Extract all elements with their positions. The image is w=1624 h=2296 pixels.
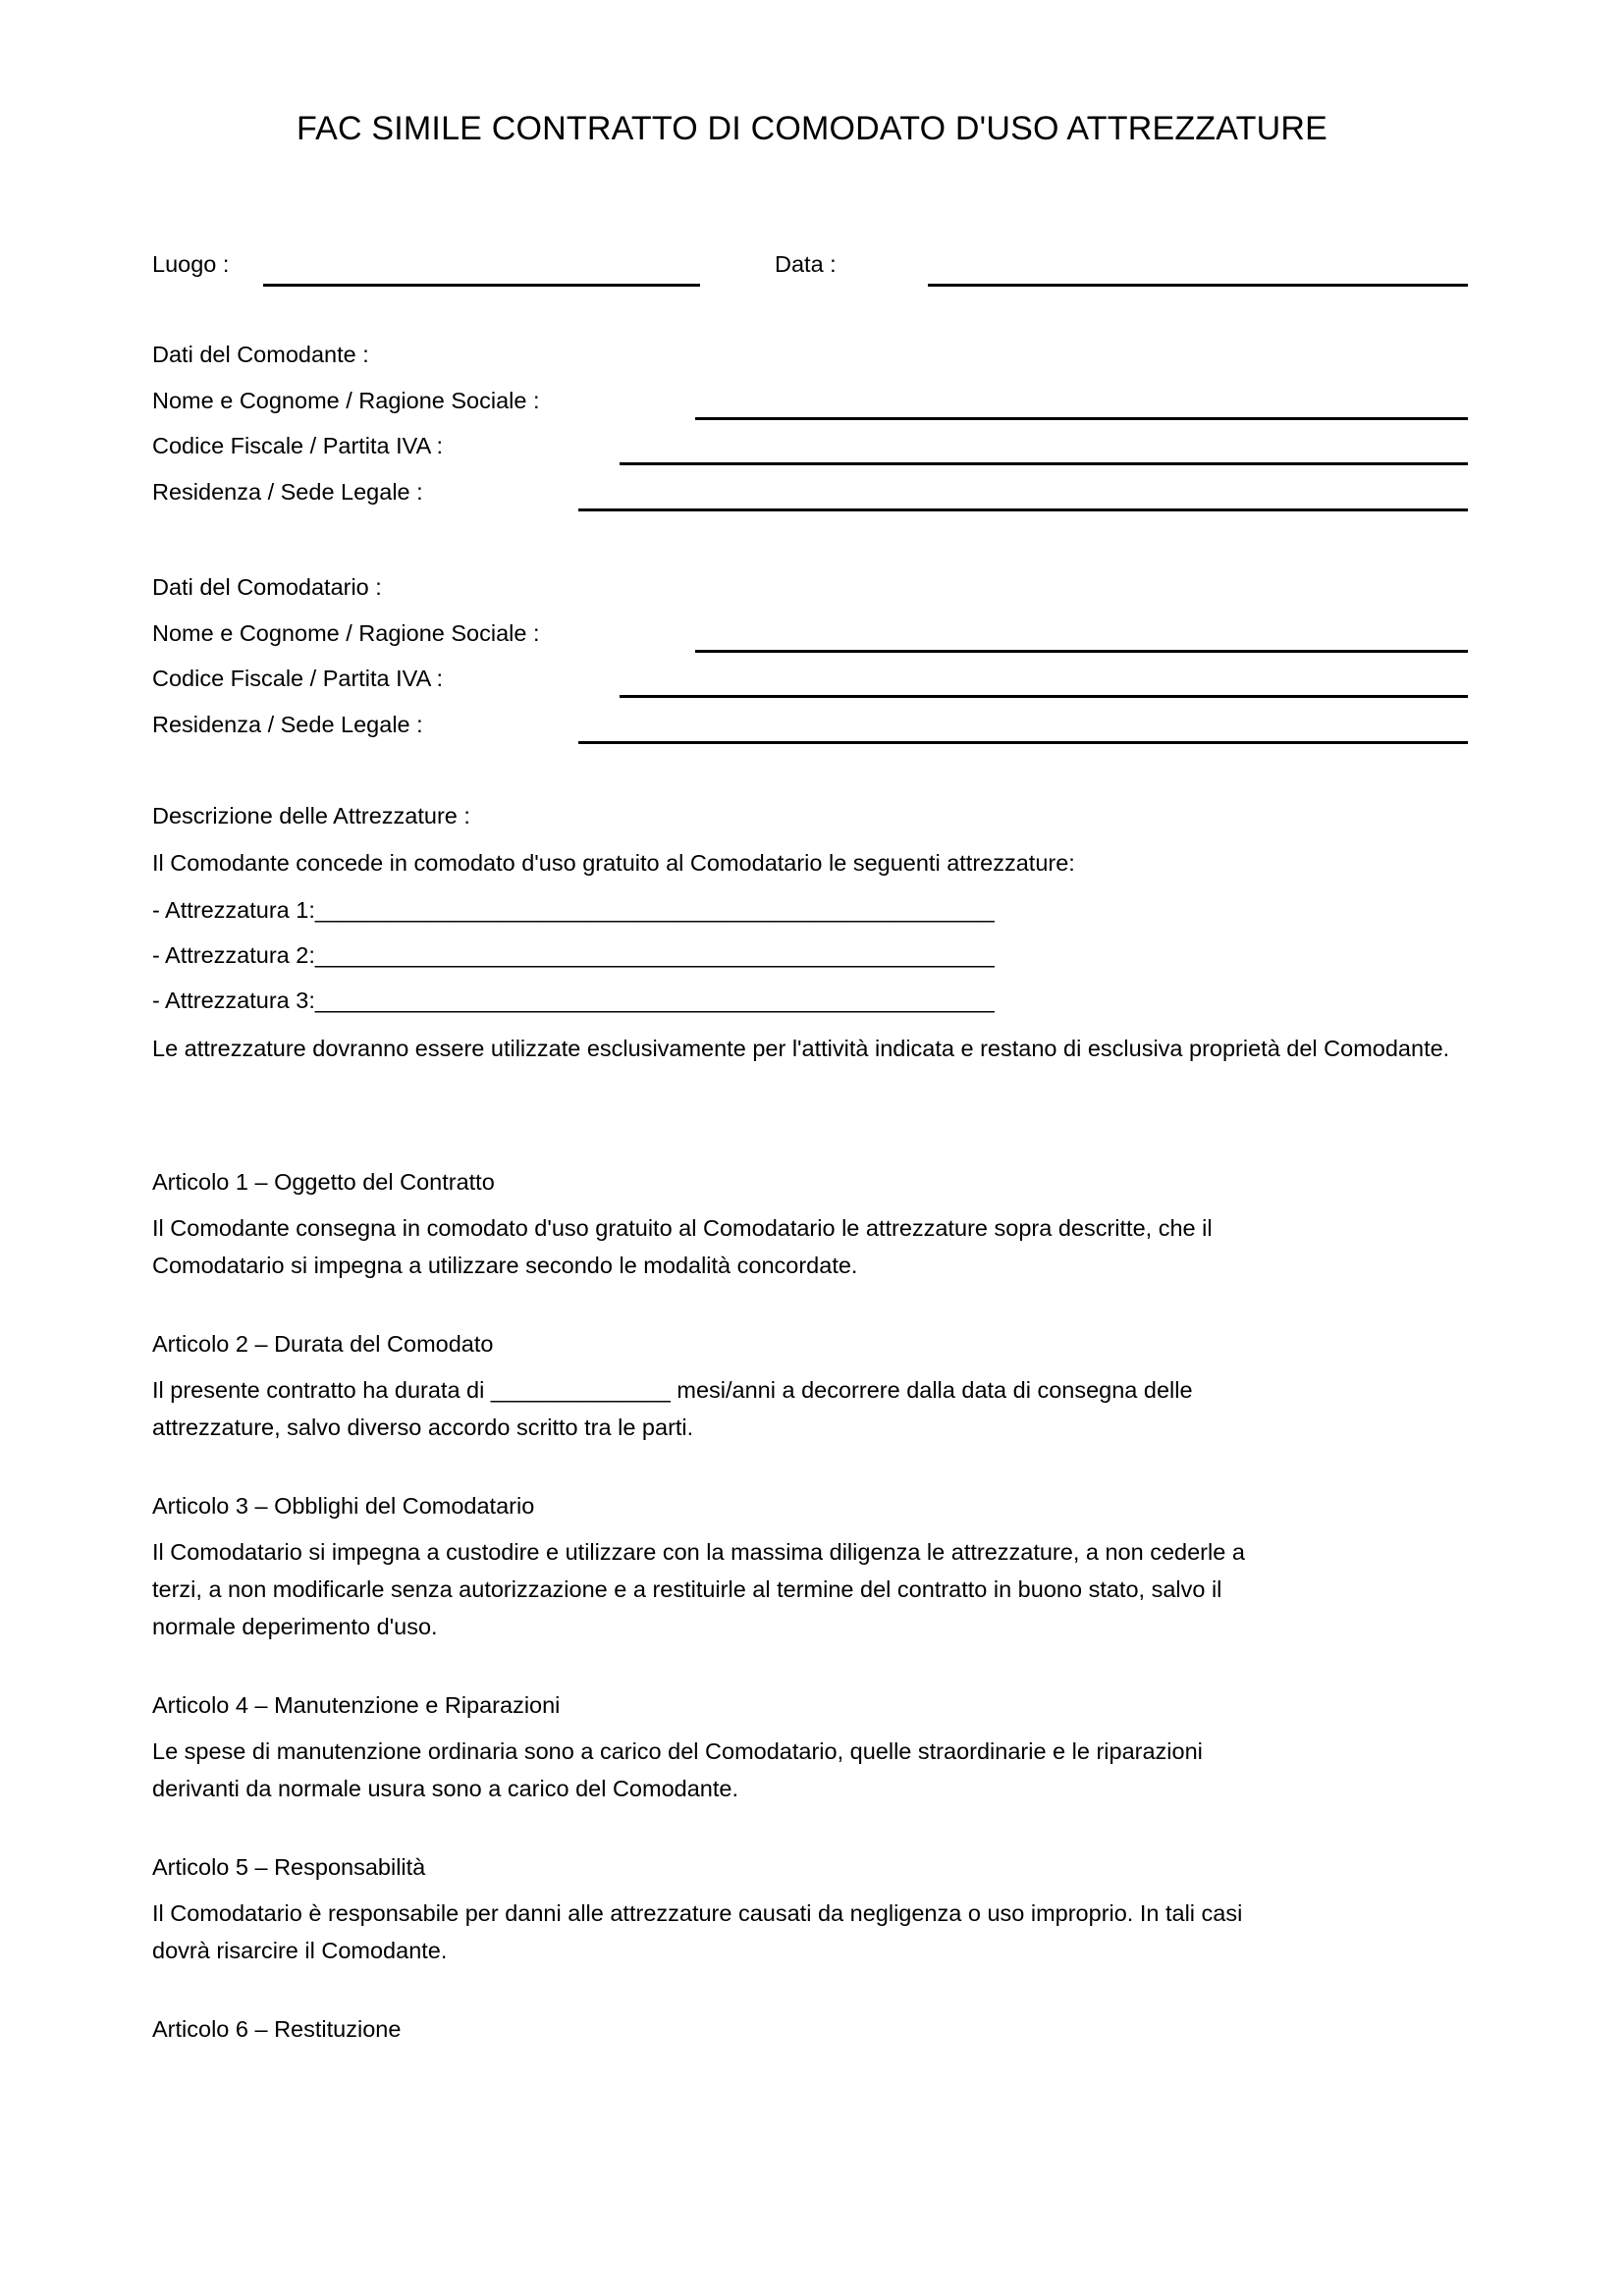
articolo-5-line-1: Il Comodatario è responsabile per danni alle attrezzature causati da negligenza o uso improprio. In tali casi	[152, 1900, 1243, 1926]
comodatario-codice-fiscale-label: Codice Fiscale / Partita IVA :	[152, 666, 444, 691]
attrezzatura-3-blank[interactable]: _______________________________________________________	[314, 988, 995, 1013]
comodante-residenza-input-rule[interactable]	[578, 508, 1468, 511]
attrezzatura-3-label: - Attrezzatura 3:	[152, 988, 315, 1013]
articolo-2-heading: Articolo 2 – Durata del Comodato	[152, 1331, 494, 1357]
attrezzatura-1-blank[interactable]: _______________________________________________________	[314, 897, 995, 923]
articolo-5-heading: Articolo 5 – Responsabilità	[152, 1854, 426, 1880]
comodante-section-label: Dati del Comodante :	[152, 342, 369, 367]
articolo-3-line-1: Il Comodatario si impegna a custodire e utilizzare con la massima diligenza le attrezzature, a non cederle a	[152, 1539, 1245, 1565]
attrezzatura-3-row	[152, 989, 994, 1013]
articolo-4-line-1: Le spese di manutenzione ordinaria sono a carico del Comodatario, quelle straordinarie e le riparazioni	[152, 1738, 1203, 1764]
comodatario-section-label: Dati del Comodatario :	[152, 574, 382, 600]
attrezzatura-1-row	[152, 899, 994, 923]
comodante-nome-label: Nome e Cognome / Ragione Sociale :	[152, 388, 540, 413]
attrezzatura-2-blank[interactable]: _______________________________________________________	[314, 942, 995, 968]
attrezzatura-1-label: - Attrezzatura 1:	[152, 897, 315, 923]
comodatario-nome-label: Nome e Cognome / Ragione Sociale :	[152, 620, 540, 646]
attrezzature-intro: Il Comodante concede in comodato d'uso gratuito al Comodatario le seguenti attrezzature:	[152, 850, 1075, 876]
comodatario-codice-fiscale-input-rule[interactable]	[620, 695, 1468, 698]
comodante-codice-fiscale-input-rule[interactable]	[620, 462, 1468, 465]
comodante-nome-input-rule[interactable]	[695, 417, 1468, 420]
page-title: FAC SIMILE CONTRATTO DI COMODATO D'USO ATTREZZATURE	[297, 110, 1327, 147]
attrezzature-section-label: Descrizione delle Attrezzature :	[152, 803, 470, 828]
comodante-codice-fiscale-label: Codice Fiscale / Partita IVA :	[152, 433, 444, 458]
attrezzatura-2-row	[152, 944, 994, 968]
data-input-rule[interactable]	[928, 284, 1468, 287]
articolo-5-line-2: dovrà risarcire il Comodante.	[152, 1938, 448, 1963]
articolo-6-heading: Articolo 6 – Restituzione	[152, 2016, 402, 2042]
articolo-1-heading: Articolo 1 – Oggetto del Contratto	[152, 1169, 495, 1195]
luogo-label: Luogo :	[152, 251, 230, 277]
articolo-1-line-1: Il Comodante consegna in comodato d'uso gratuito al Comodatario le attrezzature sopra descritte, che il	[152, 1215, 1213, 1241]
comodatario-nome-input-rule[interactable]	[695, 650, 1468, 653]
comodatario-residenza-label: Residenza / Sede Legale :	[152, 712, 423, 737]
articolo-4-line-2: derivanti da normale usura sono a carico del Comodante.	[152, 1776, 738, 1801]
articolo-2-line-2: attrezzature, salvo diverso accordo scritto tra le parti.	[152, 1415, 694, 1440]
articolo-1-line-2: Comodatario si impegna a utilizzare secondo le modalità concordate.	[152, 1253, 858, 1278]
attrezzature-note: Le attrezzature dovranno essere utilizzate esclusivamente per l'attività indicata e restano di esclusiva proprietà del Comodante.	[152, 1036, 1450, 1061]
articolo-3-heading: Articolo 3 – Obblighi del Comodatario	[152, 1493, 535, 1519]
comodante-residenza-label: Residenza / Sede Legale :	[152, 479, 423, 505]
articolo-4-heading: Articolo 4 – Manutenzione e Riparazioni	[152, 1692, 561, 1718]
data-label: Data :	[775, 251, 837, 277]
attrezzatura-2-label: - Attrezzatura 2:	[152, 942, 315, 968]
articolo-3-line-2: terzi, a non modificarle senza autorizzazione e a restituirle al termine del contratto in buono stato, salvo il	[152, 1576, 1222, 1602]
luogo-input-rule[interactable]	[263, 284, 700, 287]
articolo-3-line-3: normale deperimento d'uso.	[152, 1614, 438, 1639]
articolo-2-line-1: Il presente contratto ha durata di ______________ mesi/anni a decorrere dalla data di consegna delle	[152, 1377, 1193, 1403]
comodatario-residenza-input-rule[interactable]	[578, 741, 1468, 744]
